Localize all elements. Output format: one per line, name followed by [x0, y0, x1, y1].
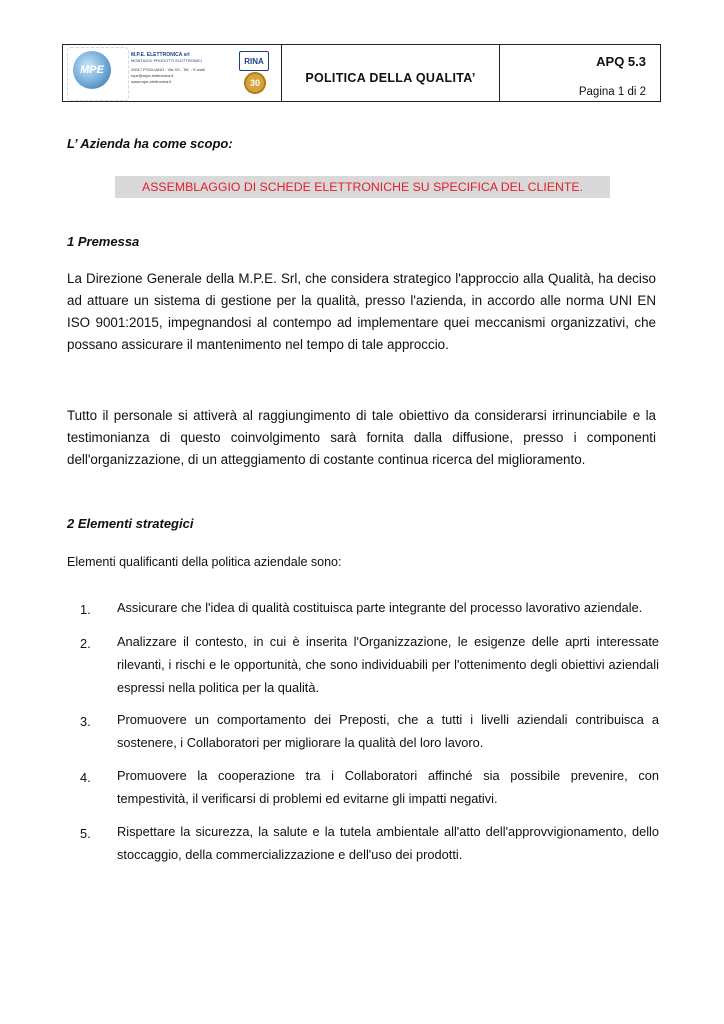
rina-label: RINA: [244, 56, 264, 66]
list-item-number: 2.: [80, 636, 91, 651]
company-name: M.P.E. ELETTRONICA srl: [131, 52, 190, 58]
document-header: [62, 44, 661, 102]
document-title: POLITICA DELLA QUALITA’: [282, 45, 500, 101]
rina-certification-logo: [239, 51, 269, 71]
list-item: [67, 708, 659, 754]
list-item-text: Assicurare che l'idea di qualità costituisca parte integrante del processo lavorativo aziendale.: [117, 600, 643, 615]
list-item-number: 5.: [80, 826, 91, 841]
company-logo: [73, 51, 111, 89]
list-item-text: Promuovere la cooperazione tra i Collaboratori affinché sia possibile prevenire, con tempestività, il verificarsi di problemi ed evitarne gli impatti negativi.: [117, 768, 659, 806]
list-item: [67, 764, 659, 810]
section-heading-elementi-strategici: 2 Elementi strategici: [67, 516, 194, 531]
premessa-paragraph-2: Tutto il personale si attiverà al raggiungimento di tale obiettivo da considerarsi irrinunciabile e la testimonianza di questo coinvolgimento sarà fornita dalla diffusione, presso i componenti dell'organizzazione, di un atteggiamento di costante continua ricerca del miglioramento.: [67, 408, 656, 467]
section-heading-premessa: 1 Premessa: [67, 234, 140, 249]
strategic-elements-list: [67, 596, 659, 866]
list-item-text: Promuovere un comportamento dei Preposti, che a tutti i livelli aziendali contribuisca a sostenere, i Collaboratori per migliorare la qualità del loro lavoro.: [117, 712, 659, 750]
list-item-number: 1.: [80, 602, 91, 617]
page-indicator: Pagina 1 di 2: [578, 86, 646, 98]
company-address-text: 20017 POGLIANO - Via XX - Tel. - E-mail: mpe@mpe-elettronica.it: [131, 67, 206, 78]
list-item: [67, 820, 659, 866]
logo-text: MPE: [80, 64, 104, 76]
company-web: www.mpe-elettronica.it: [131, 79, 172, 84]
list-item-text: Rispettare la sicurezza, la salute e la tutela ambientale all'atto dell'approvvigionamento, dello stoccaggio, della commercializzazione e dell'uso dei prodotti.: [117, 824, 659, 862]
list-item-text: Analizzare il contesto, in cui è inserita l'Organizzazione, le esigenze delle aprti interessate rilevanti, i rischi e le opportunità, che sono individuabili per l'ottenimento degli obiettivi aziendali espressi nella politica per la qualità.: [117, 634, 659, 695]
list-item: [67, 596, 659, 621]
premessa-paragraph-1: La Direzione Generale della M.P.E. Srl, che considera strategico l'approccio alla Qualità, ha deciso ad attuare un sistema di gestione per la qualità, presso l'azienda, in accordo alle norma UNI EN ISO 9001:2015, impegnandosi al contempo ad implementare quei meccanismi organizzativi, che possano assicurare il mantenimento nel tempo di tale approccio.: [67, 271, 656, 352]
company-logo-block: [63, 45, 282, 101]
badge-label: 30: [249, 78, 260, 88]
document-code: APQ 5.3: [596, 54, 646, 69]
list-item-number: 3.: [80, 714, 91, 729]
document-code-block: [500, 45, 660, 101]
intro-heading: L’ Azienda ha come scopo:: [67, 136, 233, 151]
list-item: [67, 630, 659, 699]
company-address: [131, 67, 221, 85]
company-purpose-banner: ASSEMBLAGGIO DI SCHEDE ELETTRONICHE SU SPECIFICA DEL CLIENTE.: [115, 176, 610, 198]
list-item-number: 4.: [80, 770, 91, 785]
anniversary-badge-icon: [244, 72, 266, 94]
elements-lead-text: Elementi qualificanti della politica aziendale sono:: [67, 555, 342, 569]
company-subtitle: MONTAGGI PRODOTTI ELETTRONICI: [131, 58, 202, 63]
